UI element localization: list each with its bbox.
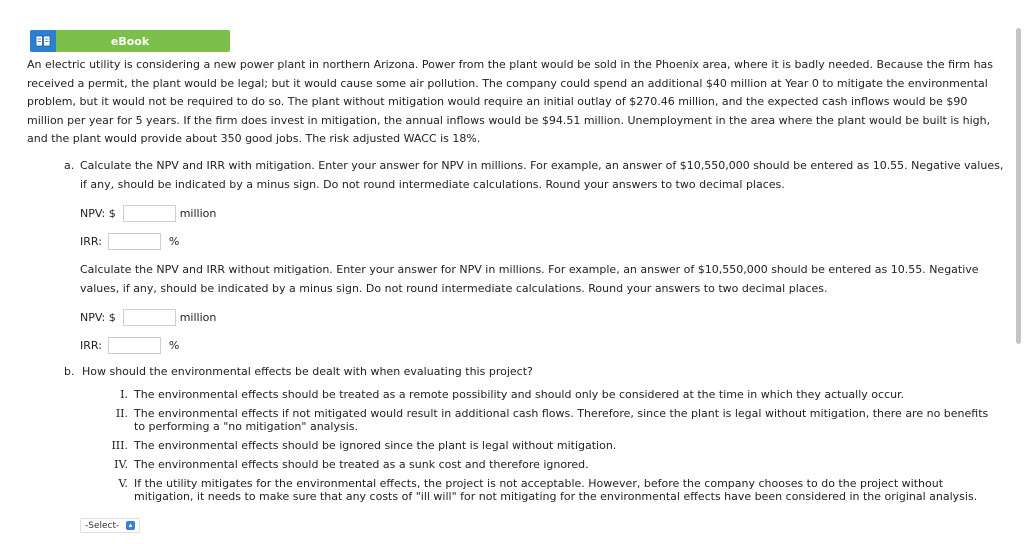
- problem-statement: An electric utility is considering a new power plant in northern Arizona. Power from the plant would be sold in the Phoenix area, where it is badly needed. Because the firm has received a permit, the plant would be legal; but it would cause some air pollution. The company could spend an additional $40 million at Year 0 to mitigate the environmental problem, but it would not be required to do so. The plant without mitigation would require an initial outlay of $270.46 million, and the expected cash inflows would be $90 million per year for 5 years. If the firm does invest in mitigation, the annual inflows would be $94.51 million. Unemployment in the area where the plant would be built is high, and the plant would provide about 350 good jobs. The risk adjusted WACC is 18%.: [27, 58, 994, 146]
- chevron-updown-icon: ▴: [126, 521, 135, 530]
- part-b-question: [64, 363, 964, 382]
- option-number: I.: [120, 388, 128, 401]
- part-b-options: [108, 388, 998, 509]
- part-a-label: a.: [64, 159, 75, 172]
- irr-with-unit: %: [168, 235, 180, 248]
- option-item: [108, 407, 998, 433]
- irr-with-input[interactable]: [108, 233, 161, 250]
- option-item: [108, 477, 998, 503]
- book-icon: [30, 30, 56, 52]
- irr-without-label: IRR:: [80, 339, 102, 352]
- part-b-question-text: How should the environmental effects be dealt with when evaluating this project?: [81, 365, 533, 378]
- scrollbar[interactable]: [1016, 28, 1021, 344]
- part-a-question-without: Calculate the NPV and IRR without mitigation. Enter your answer for NPV in millions. For example, an answer of $10,550,000 should be entered as 10.55. Negative values, if any, should be indicated by a minus sign. Do not round intermediate calculations. Round your answers to two decimal places.: [80, 263, 979, 295]
- option-text: The environmental effects should be treated as a sunk cost and therefore ignored.: [134, 458, 589, 471]
- option-number: IV.: [114, 458, 128, 471]
- option-number: V.: [118, 477, 128, 490]
- part-a-question-with-text: Calculate the NPV and IRR with mitigation. Enter your answer for NPV in millions. For example, an answer of $10,550,000 should be entered as 10.55. Negative values, if any, should be indicated by a minus sign. Do not round intermediate calculations. Round your answers to two decimal places.: [80, 159, 1004, 191]
- npv-with-row: [80, 205, 216, 222]
- option-text: The environmental effects should be ignored since the plant is legal without mitigation.: [134, 439, 617, 452]
- irr-with-row: [80, 233, 179, 250]
- answer-select-value: -Select-: [85, 520, 120, 531]
- npv-with-input[interactable]: [123, 205, 176, 222]
- option-text: The environmental effects if not mitigated would result in additional cash flows. Therefore, since the plant is legal without mitigation, there are no benefits to performing a "no mitigation" analysis.: [134, 407, 989, 433]
- npv-with-label: NPV: $: [80, 207, 116, 220]
- npv-without-label: NPV: $: [80, 311, 116, 324]
- part-a-question-with: [64, 157, 1004, 194]
- option-item: [108, 388, 998, 401]
- part-b-label: b.: [64, 365, 75, 378]
- answer-select[interactable]: [80, 518, 140, 533]
- npv-without-input[interactable]: [123, 309, 176, 326]
- ebook-button[interactable]: [30, 30, 230, 52]
- npv-without-unit: million: [179, 311, 217, 324]
- irr-without-unit: %: [168, 339, 180, 352]
- option-number: II.: [115, 407, 128, 420]
- irr-with-label: IRR:: [80, 235, 102, 248]
- irr-without-input[interactable]: [108, 337, 161, 354]
- option-number: III.: [111, 439, 128, 452]
- option-item: [108, 439, 998, 452]
- irr-without-row: [80, 337, 179, 354]
- option-text: The environmental effects should be treated as a remote possibility and should only be considered at the time in which they actually occur.: [134, 388, 905, 401]
- option-item: [108, 458, 998, 471]
- npv-with-unit: million: [179, 207, 217, 220]
- option-text: If the utility mitigates for the environmental effects, the project is not acceptable. However, before the company chooses to do the project without mitigation, it needs to make sure that any costs of "ill will" for not mitigating for the environmental effects have been considered in the original analysis.: [134, 477, 978, 503]
- npv-without-row: [80, 309, 216, 326]
- ebook-label: eBook: [110, 34, 150, 48]
